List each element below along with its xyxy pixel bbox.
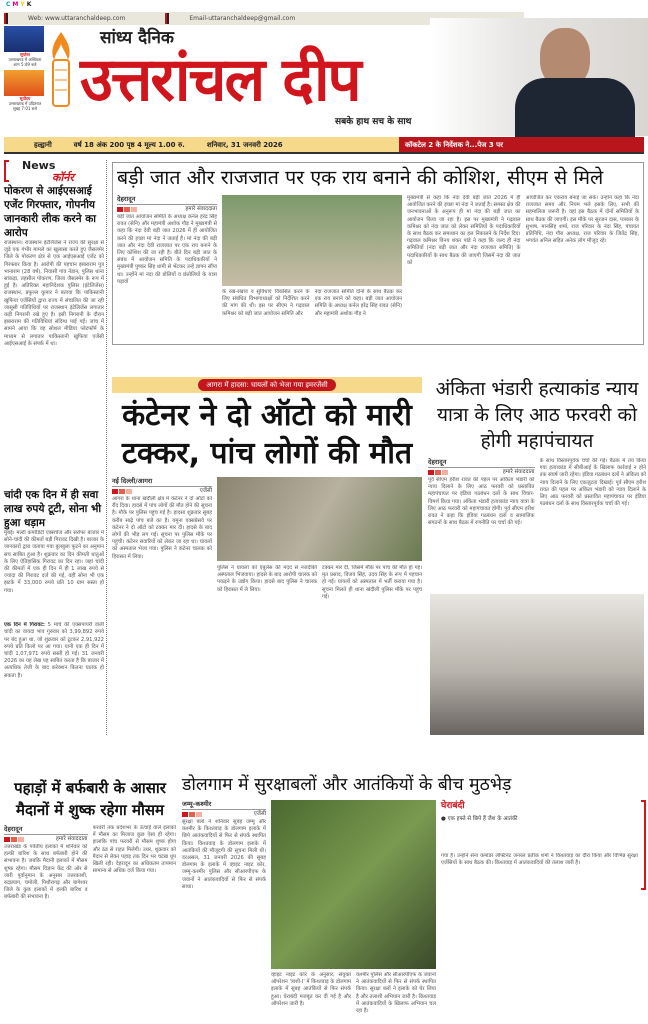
byline: एजेंसी (199, 488, 212, 494)
ankita-story (428, 376, 646, 590)
news-label: News (22, 159, 56, 172)
dolgam-col-1: सुरक्षा बलों ने शनिवार सुबह जम्मू और कश्मीर के किश्तवाड़ के डोलगाम इलाके में छिपे आतंकवादियों से फिर से संपर्क स्थापित किया। किश्तवाड़ के डोलगाम इलाके में आतंकियों की मौजूदगी की सूचना मिली थी। दरअसल, 31 जनवरी 2026 की सुबह डोलगाम के इलाके में व्हाइट नाइट कोर, जम्मू-कश्मीर पुलिस और सीआरपीएफ के जवानों ने आतंकवादियों से फिर से संपर्क साधा। (182, 819, 266, 890)
sunrise-text: उत्तराखण्ड में उदितरात (8, 101, 42, 106)
byline: हमारे संवाददाता (55, 836, 88, 842)
masthead-subtitle: सांध्य दैनिक (100, 28, 174, 48)
sunset-label: सूर्यास्त (20, 52, 30, 57)
agra-col-2: पुलिस ने घायलों को एंबुलेंस की मदद से नजदीकी अस्पताल भिजवाया। हादसे के बाद आरोपी चालक को पकड़ने के उद्योग किया। हादसे बाद पुलिस ने चालक को हिरासत में ले लिया। (217, 565, 317, 593)
weather-headline: पहाड़ों में बर्फबारी के आसार मैदानों में शुष्क रहेगा मौसम (14, 779, 166, 819)
ankita-headline: अंकिता भंडारी हत्याकांड न्याय यात्रा के लिए आठ फरवरी को होगी महापंचायत (435, 378, 639, 452)
marker (165, 13, 169, 24)
news-item-headline: चांदी एक दिन में ही सवा लाख रुपये टूटी, सोना भी हुआ धड़ाम (4, 489, 102, 529)
lead-col-2: के रख-रखाव व सुविधाएं विकसित करने के लिए संबंधित विभागाध्यक्षों को निर्देशित करने की मांग की थी। इस पर सीएम ने गढ़वाल कमिश्नर को बड़ी जात आयोजन समिति और (222, 289, 310, 317)
dateline: देहरादून (428, 458, 535, 468)
website: Web: www.uttaranchaldeep.com (28, 15, 126, 22)
sidebar-bullet: एक हफ्ते से छिपे हैं जैश के आतंकी (447, 816, 518, 822)
city: हल्द्वानी (34, 141, 52, 149)
masthead (80, 28, 430, 115)
sunset-image (4, 26, 44, 52)
corner-label: कॉर्नर (52, 171, 74, 184)
cmyk-marks: CMYK (6, 1, 34, 8)
marker (4, 13, 8, 24)
byline: एजेंसी (253, 811, 266, 817)
news-item-body: राजस्थान। राजस्थान इंटेलिजेंस ने राज्य की सुरक्षा से जुड़े एक गंभीर मामले का खुलासा करते हुए जैसलमेर जिले के पोकरण क्षेत्र से एक आईएसआई एजेंट को गिरफ्तार किया है। आरोपी की पहचान झबराराम पुत्र भानाराम (28 वर्ष), निवासी गांव नेडान, पुलिस थाना सांकड़ा, तहसील पोकरण, जिला जैसलमेर के रूप में हुई है। अतिरिक्त महानिदेशक पुलिस (इंटेलिजेंस) राजस्थान, प्रफुल्ल कुमार ने बताया कि पाकिस्तानी खुफिया एजेंसियों द्वारा राज्य में संचालित की जा रही जासूसी गतिविधियों पर राजस्थान इंटेलिजेंस लगातार कड़ी निगरानी रखे हुए है। इसी निगरानी के दौरान झबराराम की गतिविधियां संदिग्ध पाई गईं। जांच में सामने आया कि वह सोशल मीडिया प्लेटफॉर्म के माध्यम से लगातार पाकिस्तानी खुफिया एजेंसी आईएसआई के संपर्क में था। (4, 240, 104, 347)
dateline: नई दिल्ली/आगरा (112, 477, 212, 487)
byline: हमारे संवाददाता (502, 469, 535, 475)
agra-col-3: टक्कर मार दी, जिसमें मौके पर पांच की मौत हो गई। मृत प्रसाद, विजय सिंह, उदय सिंह के रूप में पहचान हो गई। घायलों को अस्पताल में भर्ती कराया गया है। सूचना मिलते ही थाना खंदौली पुलिस मौके पर पहुंच गई। (322, 565, 422, 600)
sunrise-image (4, 70, 44, 96)
sunset-time: शाम 5:49 बजे (13, 62, 37, 67)
news-item-headline: पोकरण से आईएसआई एजेंट गिरफ्तार, गोपनीय जानकारी लीक करने का आरोप (4, 185, 96, 239)
agra-col-1: आगरा के थाना खंदौली क्षेत्र में कंटेनर ने दो ऑटो को रौंद दिया। हादसे में पांच लोगों की मौत होने की सूचना है। मौके पर पुलिस पहुंच गई है। हादसा शुक्रवार सुबह करीब साढ़े पांच बजे का है। यमुना एक्सप्रेसवे पर कंटेनर ने दो ऑटो को टक्कर मार दी। हादसे के बाद लोगों की भीड़ लग गई। सूचना पर पुलिस मौके पर पहुंची। कंटेनर सवारियों को लेकर जा रहा था। घायलों को अस्पताल भेजा गया। पुलिस ने कंटेनर चालक को हिरासत में लिया। (112, 496, 212, 560)
agra-photo (217, 477, 422, 561)
weather-story (4, 777, 176, 1020)
lead-story (112, 162, 644, 345)
sunset-text: उत्तराखण्ड में अस्थिरता (8, 57, 42, 62)
ad-photo (430, 18, 648, 136)
lead-col-4: मुख्यमंत्री से कहा कि नंदा देवी बड़ी जात 2026 में ही आयोजित करने की इच्छा मां नंदा ने जताई है। समस्त क्षेत्र की जनभावनाओं के अनुरूप ही मां नंदा की बड़ी जात का आयोजन किया जा रहा है। इस पर मुख्यमंत्री ने गढ़वाल कमिश्नर को नंदा जात को लेकर समितियों के पदाधिकारियों के साथ बैठक कर समाधान का हल निकालने के निर्देश दिए। गढ़वाल कमिश्नर विनय शंकर पांडे ने कहा कि जल्द ही नंदा समितियों (नंदा बड़ी जात और नंदा राजजात समिति) के पदाधिकारियों के साथ बैठक की जाएगी जिसमें नंदा की जात को (407, 195, 521, 266)
lead-col-3: नंदा राजजात समिति दोनों के साथ बैठक कर एक राय बनाने को कहा। बड़ी जात आयोजन समिति के अध्यक्ष कर्नल हरेंद्र सिंह रावत (सेनि) और महामंत्री अशोक गौड़ ने (314, 289, 402, 317)
lead-col-5: आयोजित कर एकराय बनाई जा सके। उन्होंने कहा कि नंदा राजजात समय और नियम भले इसके लिए, सभी की सहमालिता जरूरी है। वहां इस बैठक में दोनों समितियों के साथ बैठक की जाएगी। इस मौके पर सुरजन दास, पत्रकार के सुभाष, मानसिंह शर्मा, राज परिवार के नंदा सिंह, पंचायत प्रतिनिधि, नंदा गौरा अध्यक्ष, राज परिवार के जितेंद्र सिंह, भगवंत अनिल सहित अनेक लोग मौजूद रहे। (525, 195, 639, 245)
edition-info: वर्ष 18 अंक 200 पृष्ठ 4 मूल्य 1.00 रु. (73, 141, 185, 149)
sunrise-label: सूर्योदय (19, 96, 31, 101)
weather-box (4, 26, 46, 111)
column-divider (106, 160, 107, 735)
dolgam-col-2: व्हाइट नाइट कोर के अनुसार, संयुक्त ऑपरेशन 'त्राशी-I' में किश्तवाड़ के डोलगाम इलाके में सुबह आतंकियों से फिर संपर्क हुआ। घेराबंदी मजबूत कर दी गई है और ऑपरेशन जारी है। (271, 972, 351, 1007)
flame-logo-icon (48, 30, 74, 108)
byline: हमारे संवाददाता (185, 206, 217, 212)
kicker-strip (112, 377, 422, 393)
ankita-photo (430, 594, 644, 735)
sunrise-time: सुबह 7:01 बजे (13, 106, 37, 111)
dolgam-headline: डोलगाम में सुरक्षाबलों और आतंकियों के बीच मुठभेड़ (182, 775, 512, 795)
email: Email-uttaranchaldeep@gmail.com (189, 15, 296, 22)
weather-col-2: फरवरी तक प्रदेशभर के ऊंचाई वाले इलाकों में मौसम का मिजाज कुछ ऐसा ही रहेगा। हालांकि पांच फरवरी से मौसम शुष्क होगा और ठंड से राहत मिलेगी। उधर, शुक्रवार को मैदान से लेकर पहाड़ तक दिन भर चटख धूप खिली रही। देहरादून का अधिकतम तापमान सामान्य से अधिक दर्ज किया गया। (92, 825, 176, 875)
dateline: देहरादून (4, 825, 88, 835)
agra-story (112, 377, 422, 735)
ankita-col-1: पूर्व सीएम हरीश रावत की पहल पर अंकिता भंडारी को न्याय दिलाने के लिए आठ फरवरी को प्रस्तावित महापंचायत पर इंडिया गठबंधन दलों के साथ विचार-विमर्श किया गया। अंकिता भंडारी हत्याकांड न्याय यात्रा के लिए आठ फरवरी को महापंचायत होगी। पूर्व सीएम हरीश रावत ने कहा कि इंडिया गठबंधन दलों व सामाजिक संगठनों के साथ बैठक में रणनीति पर चर्चा की गई। (428, 477, 535, 527)
info-bar (4, 137, 644, 154)
lead-headline: बड़ी जात और राजजात पर एक राय बनाने की कोशिश, सीएम से मिले (117, 166, 604, 189)
dolgam-col-3: कश्मीर पुलिस और सीआरपीएफ के जवानों ने आतंकवादियों से फिर से संपर्क स्थापित किया। सुरक्षा बलों ने इलाके को घेर लिया है और तलाशी अभियान जारी है। किश्तवाड़ में आतंकवादियों के खिलाफ अभियान चल रहा है। (356, 972, 436, 1015)
news-item-body: 5 मार्च की एक्सपायरी वाली चांदी का वायदा भाव गुरुवार को 3,99,892 रुपये पर बंद हुआ था, जो शुक्रवार को टूटकर 2,91,922 रुपये प्रति किलो पर आ गया। यानी एक ही दिन में चांदी 1,07,971 रुपये सस्ती हो गई। 31 जनवरी 2026 का यह लेख यह साबित करता है कि बाजार में अत्यधिक तेजी के बाद करेक्शन कितना घातक हो सकता है। (4, 622, 104, 679)
dolgam-photo (271, 800, 436, 969)
agra-kicker: आगरा में हादसा: घायलों को भेजा गया इमरजेंसी (198, 379, 335, 391)
dolgam-sidebar: घेराबंदी ● एक हफ्ते से छिपे हैं जैश के आतंकी गया है। उन्होंने सेना कमांडर लेफ्टिनेंट जनरल प्रतीक शर्मा ने किश्तवाड़ का दौरा किया और विभिन्न सुरक्षा एजेंसियों के साथ बैठक की। किश्तवाड़ में आतंकवादियों की तलाश जारी है। (441, 800, 646, 1020)
dateline: देहरादून (117, 195, 217, 205)
sidebar-title: घेराबंदी (441, 801, 465, 811)
lead-col-1: बड़ी जात आयोजन समिति के अध्यक्ष कर्नल हरेंद्र सिंह रावत (सेनि) और महामंत्री अशोक गौड़ ने मुख्यमंत्री से कहा कि नंदा देवी बड़ी जात 2026 में ही आयोजित करने की इच्छा मां नंदा ने जताई है। मां नंदा की बड़ी जात और नंदा देवी राजजात पर एक राय बनाने के लिए कोशिश की जा रही है। बीते दिन बड़ी जात के संबंध में आयोजन समिति के पदाधिकारियों ने मुख्यमंत्री पुष्कर सिंह धामी से भेंटकर उन्हें ज्ञापन सौंपा था। उन्होंने मां नंदा की डोलियों व छंतोलियों के यात्रा पड़ावों (117, 214, 217, 285)
lead-photo (222, 195, 402, 286)
ankita-col-2: के साथ विस्तारपूर्वक चर्चा की गई। बैठक में तय किया गया हत्याकांड में सीबीआई के खिलाफ कार्रवाई न होने तक संघर्ष जारी रहेगा। इंडिया गठबंधन दलों ने अंकिता को न्याय दिलाने के लिए एकजुटता दिखाई। पूर्व सीएम हरीश रावत की पहल पर अंकिता भंडारी को न्याय दिलाने के लिए आठ फरवरी को प्रस्तावित महापंचायत पर इंडिया गठबंधन दलों के साथ विस्तारपूर्वक चर्चा की गई। (539, 458, 646, 508)
sidebar-body: गया है। उन्होंने सेना कमांडर लेफ्टिनेंट जनरल प्रतीक शर्मा ने किश्तवाड़ का दौरा किया और विभिन्न सुरक्षा एजेंसियों के साथ बैठक की। किश्तवाड़ में आतंकवादियों की तलाश जारी है। (441, 853, 638, 867)
weather-col-1: उत्तराखंड के पर्वतीय इलाकों में शनिवार को हल्की बारिश के साथ बर्फबारी होने की संभावना है। जबकि मैदानी इलाकों में मौसम शुष्क रहेगा। मौसम विज्ञान केंद्र की ओर से जारी पूर्वानुमान के अनुसार उत्तरकाशी, रुद्रप्रयाग, चमोली, पिथौरागढ़ और बागेश्वर जिले के कुछ इलाकों में हल्की बारिश व बर्फबारी की संभावना है। (4, 844, 88, 901)
news-corner (4, 160, 104, 735)
agra-headline: कंटेनर ने दो ऑटो को मारी टक्कर, पांच लोगों की मौत (121, 398, 413, 471)
teaser-link[interactable]: कॉकटेल 2 के निर्देशक ने...पेज 3 पर (399, 137, 644, 154)
masthead-tagline: सबके हाथ सच के साथ (335, 117, 412, 127)
news-item-body: मुंबई। मल्टी कमोडिटी एक्सचेंज और सर्राफा बाजार में सोने-चांदी की कीमतों बड़ी गिरावट दिखी है। बाजार के जानकारों द्वारा जताया गया बुलबुला फूटने का अनुमान सच साबित हुआ है। शुक्रवार का दिन कीमती धातुओं के लिए ऐतिहासिक गिरावट का दिन रहा। जहां चांदी की कीमतों में एक ही दिन में ही 1 लाख रुपये से ज्यादा की गिरावट दर्ज की गई, वहीं सोना भी एक झटके में 33,000 रुपये प्रति 10 ग्राम सस्ता हो गया। (4, 530, 104, 594)
news-item-subhead: एक दिन में गिरावट: (4, 622, 45, 629)
date: शनिवार, 31 जनवरी 2026 (206, 141, 283, 149)
dolgam-story (182, 774, 646, 1020)
masthead-title: उत्तरांचल दीप (80, 45, 360, 115)
dateline: जम्मू-कश्मीर (182, 800, 266, 810)
